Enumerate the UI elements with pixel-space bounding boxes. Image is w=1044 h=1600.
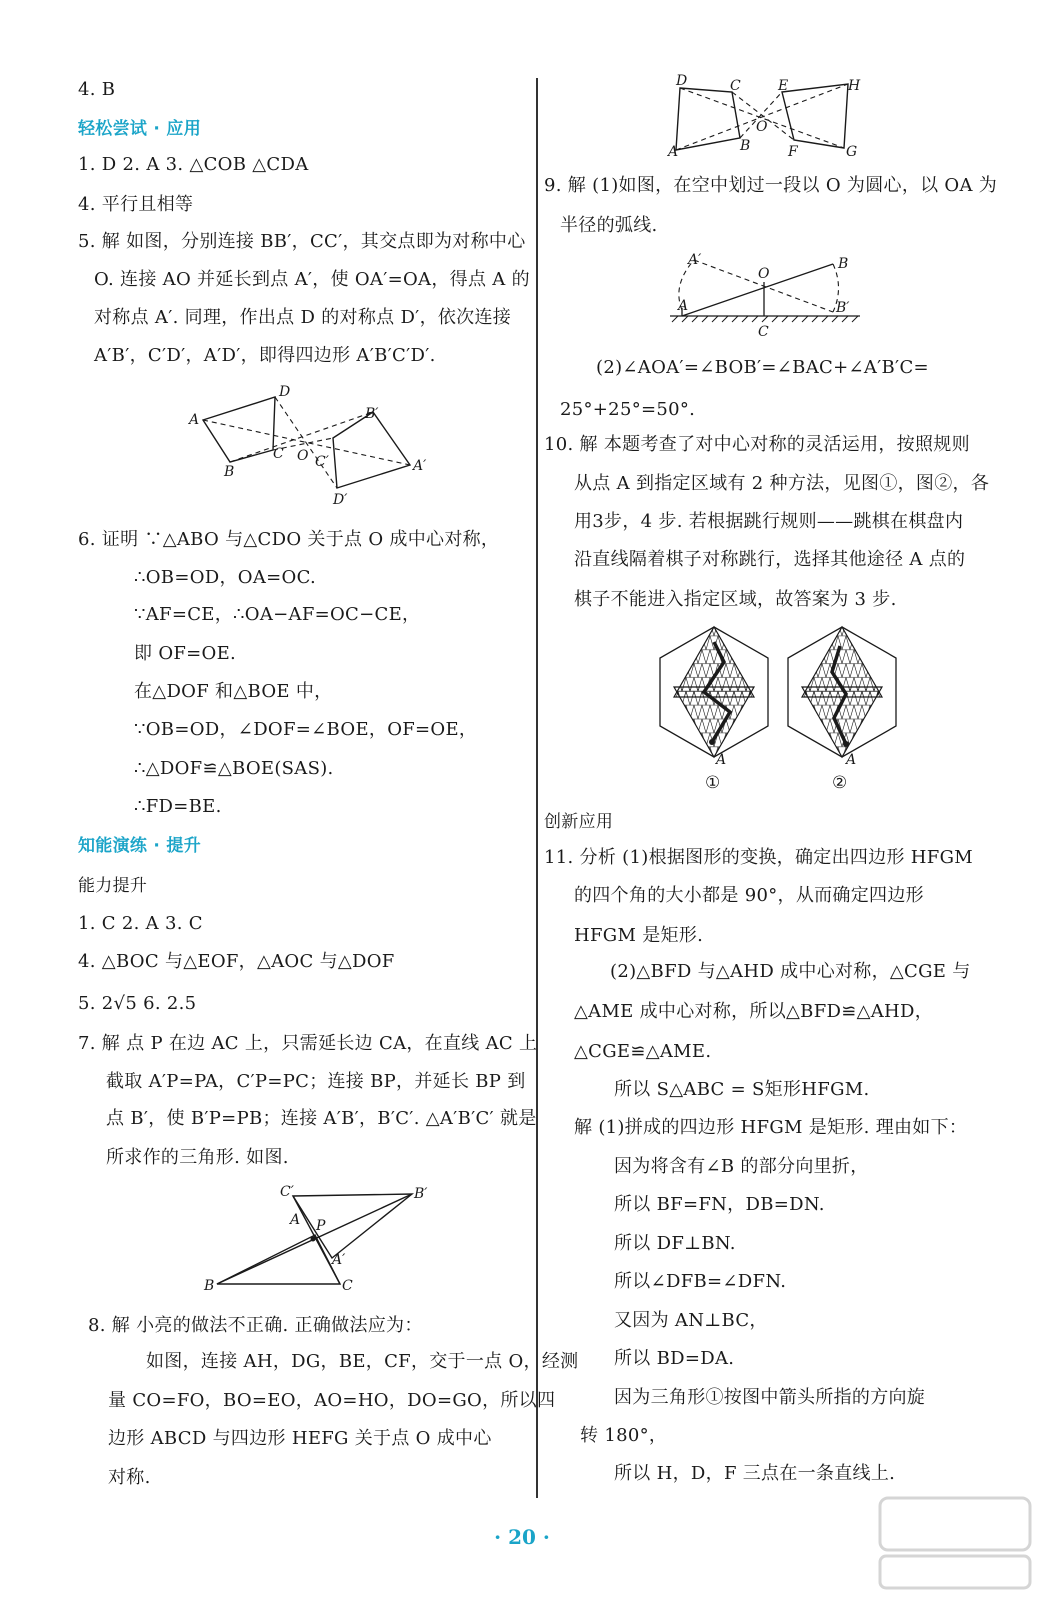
svg-text:B: B bbox=[204, 1278, 215, 1294]
svg-text:C: C bbox=[273, 446, 284, 462]
board-1 bbox=[660, 627, 768, 768]
svg-text:E: E bbox=[778, 78, 789, 94]
answer-line: 所以 H，D，F 三点在一条直线上. bbox=[614, 1463, 896, 1484]
section-heading: 轻松尝试 · 应用 bbox=[78, 119, 201, 139]
svg-text:A: A bbox=[678, 298, 689, 314]
svg-text:B: B bbox=[224, 464, 235, 480]
answer-line: 11. 分析 (1)根据图形的变换，确定出四边形 HFGM bbox=[544, 847, 973, 868]
answer-line: 所以 DF⊥BN. bbox=[614, 1233, 736, 1254]
svg-text:B′: B′ bbox=[836, 300, 850, 316]
section-heading: 知能演练 · 提升 bbox=[78, 836, 201, 856]
svg-text:O: O bbox=[756, 119, 768, 135]
svg-text:G: G bbox=[846, 144, 858, 160]
figure-label-1: ① bbox=[705, 773, 721, 792]
answer-line: △AME 成中心对称，所以△BFD≌△AHD， bbox=[574, 1001, 934, 1022]
svg-text:D: D bbox=[676, 73, 688, 89]
subsection-heading: 能力提升 bbox=[78, 876, 148, 896]
column-divider bbox=[536, 78, 538, 1498]
svg-text:B′: B′ bbox=[365, 406, 379, 422]
svg-text:O: O bbox=[297, 448, 309, 464]
answer-line: 4. B bbox=[78, 79, 116, 100]
answer-line: 从点 A 到指定区域有 2 种方法，见图①，图②，各 bbox=[574, 473, 990, 494]
watermark-logo bbox=[870, 1490, 1040, 1595]
svg-text:C: C bbox=[342, 1278, 353, 1294]
proof-line: ∵OB=OD，∠DOF=∠BOE，OF=OE， bbox=[134, 719, 478, 740]
svg-text:C′: C′ bbox=[280, 1184, 294, 1200]
proof-line: ∴OB=OD，OA=OC. bbox=[134, 567, 317, 588]
svg-text:A: A bbox=[290, 1212, 301, 1228]
answer-line: 8. 解 小亮的做法不正确. 正确做法应为： bbox=[88, 1315, 423, 1336]
svg-text:A: A bbox=[846, 752, 857, 768]
answer-line: 又因为 AN⊥BC， bbox=[614, 1310, 768, 1331]
svg-text:B: B bbox=[740, 138, 751, 154]
answer-line: 沿直线隔着棋子对称跳行，选择其他途径 A 点的 bbox=[574, 549, 966, 570]
answer-line: 因为三角形①按图中箭头所指的方向旋 bbox=[614, 1387, 926, 1408]
svg-text:F: F bbox=[788, 144, 798, 160]
figure-q7 bbox=[200, 1182, 440, 1297]
answer-line: 7. 解 点 P 在边 AC 上，只需延长边 CA，在直线 AC 上 bbox=[78, 1033, 538, 1054]
svg-text:A: A bbox=[716, 752, 727, 768]
svg-text:C: C bbox=[758, 324, 769, 340]
subsection-heading: 创新应用 bbox=[544, 812, 614, 832]
answer-line: 棋子不能进入指定区域，故答案为 3 步. bbox=[574, 589, 897, 610]
page-number: · 20 · bbox=[494, 1525, 550, 1549]
answer-line: 解 (1)拼成的四边形 HFGM 是矩形. 理由如下： bbox=[574, 1117, 968, 1138]
figure-q10 bbox=[650, 622, 980, 792]
answer-line: 对称点 A′. 同理，作出点 D 的对称点 D′，依次连接 bbox=[94, 307, 512, 328]
answer-line: (2)∠AOA′=∠BOB′=∠BAC+∠A′B′C= bbox=[596, 357, 929, 378]
figure-q8 bbox=[664, 72, 874, 162]
proof-line: ∵AF=CE，∴OA−AF=OC−CE， bbox=[134, 604, 421, 625]
answer-line: 量 CO=FO，BO=EO，AO=HO，DO=GO，所以四 bbox=[108, 1390, 556, 1411]
answer-line: 所以 S△ABC = S矩形HFGM. bbox=[614, 1079, 870, 1100]
answer-line: 的四个角的大小都是 90°，从而确定四边形 bbox=[574, 885, 924, 906]
proof-line: ∴△DOF≌△BOE(SAS). bbox=[134, 758, 334, 779]
answer-line: 因为将含有∠B 的部分向里折， bbox=[614, 1156, 869, 1177]
figure-q5 bbox=[185, 380, 435, 510]
answer-line: 所以∠DFB=∠DFN. bbox=[614, 1271, 787, 1292]
answer-line: 4. 平行且相等 bbox=[78, 194, 194, 215]
svg-text:H: H bbox=[848, 78, 861, 94]
answer-line: 所以 BD=DA. bbox=[614, 1348, 735, 1369]
svg-text:B′: B′ bbox=[414, 1186, 428, 1202]
answer-line: (2)△BFD 与△AHD 成中心对称，△CGE 与 bbox=[610, 961, 971, 982]
svg-text:D: D bbox=[279, 384, 291, 400]
answer-line: 如图，连接 AH，DG，BE，CF，交于一点 O，经测 bbox=[146, 1351, 579, 1372]
answer-line: HFGM 是矩形. bbox=[574, 925, 704, 946]
svg-text:A′: A′ bbox=[413, 458, 427, 474]
answer-line: 点 B′，使 B′P=PB；连接 A′B′，B′C′. △A′B′C′ 就是 bbox=[106, 1108, 537, 1129]
answer-line: 所以 BF=FN，DB=DN. bbox=[614, 1194, 825, 1215]
answer-line: 5. 解 如图，分别连接 BB′，CC′，其交点即为对称中心 bbox=[78, 231, 526, 252]
answer-line: 25°+25°=50°. bbox=[560, 399, 696, 420]
answer-line: 10. 解 本题考查了对中心对称的灵活运用，按照规则 bbox=[544, 434, 970, 455]
answer-line: 4. △BOC 与△EOF，△AOC 与△DOF bbox=[78, 951, 395, 972]
answer-line: 6. 证明 ∵△ABO 与△CDO 关于点 O 成中心对称， bbox=[78, 529, 500, 550]
proof-line: 在△DOF 和△BOE 中， bbox=[134, 681, 333, 702]
proof-line: ∴FD=BE. bbox=[134, 796, 222, 817]
answer-line: 用3步，4 步. 若根据跳行规则——跳棋在棋盘内 bbox=[574, 511, 964, 532]
answer-line: 1. C 2. A 3. C bbox=[78, 913, 203, 934]
answer-line: 9. 解 (1)如图，在空中划过一段以 O 为圆心，以 OA 为 bbox=[544, 175, 998, 196]
svg-text:B: B bbox=[838, 256, 849, 272]
svg-text:O: O bbox=[758, 266, 770, 282]
proof-line: 即 OF=OE. bbox=[134, 643, 237, 664]
answer-line: O. 连接 AO 并延长到点 A′，使 OA′=OA，得点 A 的 bbox=[94, 269, 530, 290]
answer-line: 所求作的三角形. 如图. bbox=[106, 1147, 289, 1168]
answer-line: 半径的弧线. bbox=[560, 215, 658, 236]
svg-text:A′: A′ bbox=[332, 1252, 346, 1268]
svg-text:P: P bbox=[316, 1218, 326, 1234]
answer-line: 转 180°， bbox=[580, 1425, 668, 1446]
svg-text:A: A bbox=[189, 412, 200, 428]
board-2 bbox=[788, 627, 896, 768]
svg-text:A′: A′ bbox=[688, 252, 702, 268]
answer-line: 对称. bbox=[108, 1467, 151, 1488]
svg-text:D′: D′ bbox=[333, 492, 348, 508]
answer-line: 边形 ABCD 与四边形 HEFG 关于点 O 成中心 bbox=[108, 1428, 492, 1449]
answer-line: 截取 A′P=PA，C′P=PC；连接 BP，并延长 BP 到 bbox=[106, 1071, 526, 1092]
figure-label-2: ② bbox=[832, 773, 848, 792]
answer-line: 5. 2√5 6. 2.5 bbox=[78, 993, 197, 1014]
answer-line: △CGE≌△AME. bbox=[574, 1041, 712, 1062]
figure-q9 bbox=[668, 250, 868, 342]
svg-text:C: C bbox=[730, 78, 741, 94]
answer-line: A′B′，C′D′，A′D′，即得四边形 A′B′C′D′. bbox=[94, 345, 436, 366]
svg-text:A: A bbox=[668, 144, 679, 160]
answer-line: 1. D 2. A 3. △COB △CDA bbox=[78, 154, 309, 175]
svg-text:C′: C′ bbox=[315, 454, 329, 470]
